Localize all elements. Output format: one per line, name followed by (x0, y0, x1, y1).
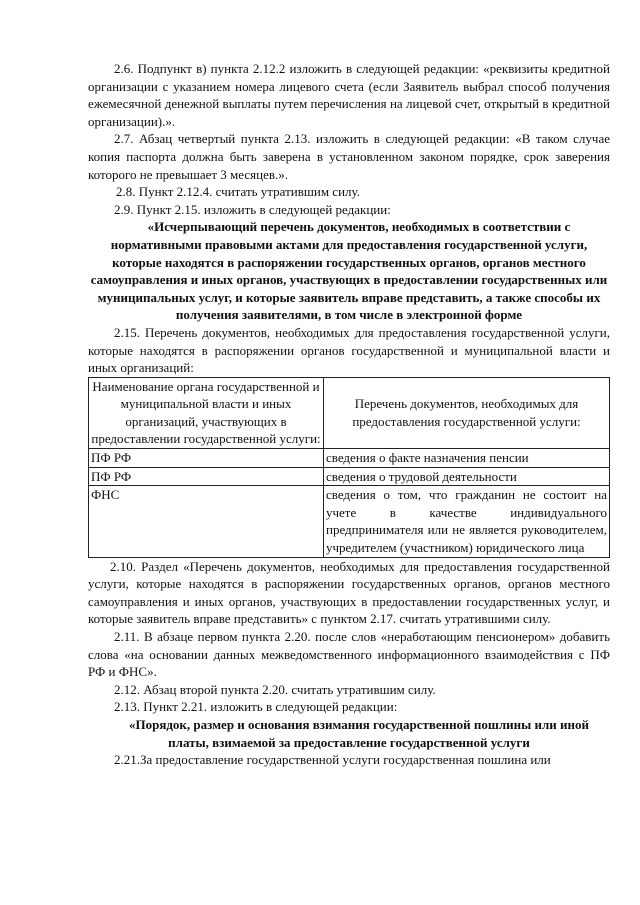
table-row (89, 486, 610, 557)
documents-table (88, 377, 610, 558)
paragraph-2-21: 2.21.За предоставление государственной услуги государственная пошлина или (114, 752, 551, 768)
section-heading-fee: «Порядок, размер и основания взимания государственной пошлины или иной платы, взимаемой за предоставление государственной услуги (128, 716, 589, 750)
paragraph-2-12: 2.12. Абзац второй пункта 2.20. считать утратившим силу. (114, 681, 436, 697)
table-cell-document: сведения о факте назначения пенсии (324, 449, 610, 468)
paragraph-2-8: 2.8. Пункт 2.12.4. считать утратившим силу. (116, 184, 360, 200)
table-cell-organization: ФНС (89, 486, 324, 557)
table-row (89, 449, 610, 468)
paragraph-2-11: 2.11. В абзаце первом пункта 2.20. после слов «неработающим пенсионером» добавить слова «на основании данных межведомственного информационного взаимодействия с ПФ РФ и ФНС». (88, 629, 610, 680)
table-cell-organization: ПФ РФ (89, 449, 324, 468)
paragraph-2-6: 2.6. Подпункт в) пункта 2.12.2 изложить в следующей редакции: «реквизиты кредитной организации с указанием номера лицевого счета (если Заявитель выбрал способ получения ежемесячной денежной выплаты путем перечисления на лицевой счет, открытый в кредитной организации).». (88, 61, 610, 129)
table-header-documents: Перечень документов, необходимых для предоставления государственной услуги: (324, 377, 610, 448)
table-cell-document: сведения о трудовой деятельности (324, 467, 610, 486)
section-heading-documents: «Исчерпывающий перечень документов, необходимых в соответствии с нормативными правовыми актами для предоставления государственной услуги, которые находятся в распоряжении государственных органов, органов местного самоуправления и иных органов, участвующих в предоставлении государственных или муниципальных услуг, и которые заявитель вправе представить, а также способы их получения заявителями, в том числе в электронной форме (90, 219, 608, 323)
paragraph-2-15: 2.15. Перечень документов, необходимых для предоставления государственной услуги, которые находятся в распоряжении органов государственной и муниципальной власти и иных организаций: (88, 324, 610, 376)
table-row (89, 467, 610, 486)
table-cell-document: сведения о том, что гражданин не состоит на учете в качестве индивидуального предпринимателя или не является руководителем, учредителем (участником) юридического лица (324, 486, 610, 557)
paragraph-2-9: 2.9. Пункт 2.15. изложить в следующей редакции: (114, 201, 391, 217)
table-header-organization: Наименование органа государственной и муниципальной власти и иных организаций, участвующих в предоставлении государственной услуги: (89, 377, 324, 448)
table-header-row (89, 377, 610, 448)
table-cell-organization: ПФ РФ (89, 467, 324, 486)
paragraph-2-7: 2.7. Абзац четвертый пункта 2.13. изложить в следующей редакции: «В таком случае копия паспорта должна быть заверена в установленном законом порядке, срок заверения которого не превышает 3 месяцев.». (88, 131, 610, 182)
paragraph-2-13: 2.13. Пункт 2.21. изложить в следующей редакции: (114, 699, 398, 715)
paragraph-2-10: 2.10. Раздел «Перечень документов, необходимых для предоставления государственной услуги, которые находятся в распоряжении государственных органов, органов местного самоуправления и иных органов, участвующих в предоставлении государственных услуг, и которые заявитель вправе представить» с пунктом 2.17. считать утратившими силу. (88, 558, 610, 627)
document-page (88, 60, 610, 769)
